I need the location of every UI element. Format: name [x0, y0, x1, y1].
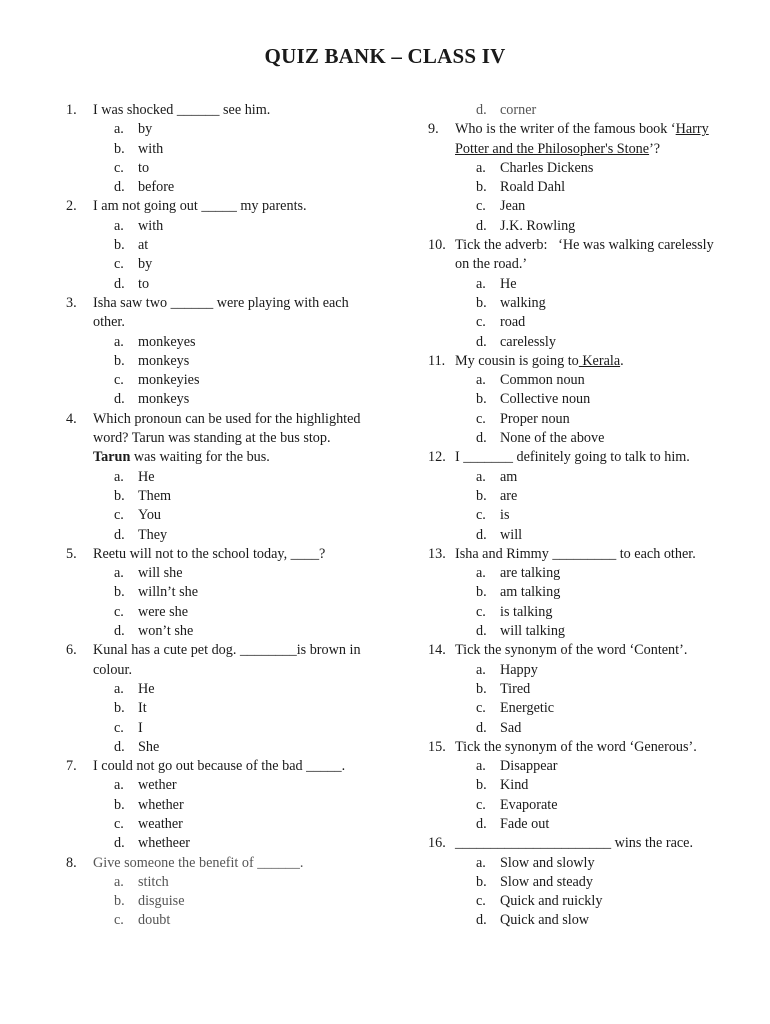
- option-text: Quick and ruickly: [500, 893, 603, 910]
- option: [66, 834, 366, 853]
- question-text-part: ’?: [649, 140, 661, 157]
- option-text: am talking: [500, 584, 561, 601]
- option-text: will talking: [500, 623, 566, 640]
- question-text: I am not going out _____ my parents.: [93, 198, 307, 215]
- option: [428, 776, 728, 795]
- option-letter: b.: [476, 294, 487, 311]
- question-text-part: .: [620, 352, 624, 369]
- option-text: J.K. Rowling: [500, 217, 576, 234]
- option: [428, 661, 728, 680]
- option-text: Happy: [500, 661, 538, 678]
- question-text: Tick the synonym of the word ‘Content’.: [455, 642, 688, 659]
- option: [428, 178, 728, 197]
- option-letter: a.: [476, 565, 486, 582]
- option-letter: d.: [476, 815, 487, 832]
- question-1: [66, 101, 366, 197]
- option-text: Kind: [500, 777, 529, 794]
- option-text: He: [138, 468, 155, 485]
- question-text-part: Which pronoun can be used for the highlighted word? Tarun was standing at the bus stop.: [93, 410, 361, 447]
- option-text: Common noun: [500, 372, 585, 389]
- option-text: am: [500, 468, 518, 485]
- option-letter: c.: [114, 815, 124, 832]
- option-text: walking: [500, 294, 546, 311]
- question-number: 12.: [428, 449, 446, 466]
- option: [428, 757, 728, 776]
- option-text: corner: [500, 102, 537, 118]
- option-letter: b.: [114, 237, 125, 254]
- option: [428, 796, 728, 815]
- option-letter: b.: [114, 796, 125, 813]
- option-text: with: [138, 140, 164, 157]
- option-letter: c.: [114, 719, 124, 736]
- option: [428, 487, 728, 506]
- option-letter: b.: [114, 700, 125, 717]
- option-letter: a.: [114, 121, 124, 138]
- question-16: [428, 834, 728, 930]
- option-text: weather: [138, 815, 183, 832]
- option-letter: b.: [114, 352, 125, 369]
- option: [66, 468, 366, 487]
- option-letter: d.: [114, 623, 125, 640]
- option-text: None of the above: [500, 430, 605, 447]
- option-letter: b.: [114, 140, 125, 157]
- option-text: Roald Dahl: [500, 179, 566, 196]
- option: [428, 217, 728, 236]
- option-text: You: [138, 507, 162, 524]
- option: [428, 506, 728, 525]
- question-number: 15.: [428, 738, 446, 755]
- question-8: [66, 854, 366, 931]
- question-number: 3.: [66, 294, 77, 311]
- option-letter: a.: [476, 372, 486, 389]
- question-6: [66, 641, 366, 757]
- option: [66, 178, 366, 197]
- option: [66, 738, 366, 757]
- option-letter: c.: [476, 198, 486, 215]
- option: [66, 719, 366, 738]
- option: [428, 313, 728, 332]
- option: [66, 217, 366, 236]
- option-letter: d.: [476, 719, 487, 736]
- option-text: by: [138, 121, 153, 138]
- option-letter: a.: [114, 333, 124, 350]
- option: [66, 140, 366, 159]
- option-letter: a.: [114, 680, 124, 697]
- option-text: doubt: [138, 912, 171, 929]
- option-letter: d.: [476, 102, 487, 118]
- option-letter: b.: [114, 584, 125, 601]
- question-text: Isha saw two ______ were playing with each other.: [93, 294, 349, 331]
- option-text: They: [138, 526, 168, 543]
- question-10: [428, 236, 728, 352]
- option-text: wether: [138, 777, 177, 794]
- option-letter: d.: [476, 912, 487, 929]
- option-text: won’t she: [138, 623, 194, 640]
- option-text: will: [500, 526, 523, 543]
- option: [428, 699, 728, 718]
- question-13: [428, 545, 728, 641]
- question-7: [66, 757, 366, 853]
- question-number: 5.: [66, 545, 77, 562]
- option-letter: b.: [476, 391, 487, 408]
- option-letter: d.: [476, 217, 487, 234]
- option-text: is: [500, 507, 510, 524]
- option-letter: a.: [476, 758, 486, 775]
- option-letter: b.: [476, 487, 487, 504]
- option: [66, 796, 366, 815]
- option-text: Charles Dickens: [500, 159, 594, 176]
- option-letter: c.: [476, 700, 486, 717]
- option-text: will she: [138, 565, 183, 582]
- option-text: Disappear: [500, 758, 558, 775]
- option-text: before: [138, 179, 175, 196]
- option-letter: c.: [476, 507, 486, 524]
- question-text: Tick the adverb: ‘He was walking carelessly on the road.’: [455, 237, 718, 273]
- option-text: Proper noun: [500, 410, 570, 427]
- question-number: 8.: [66, 854, 77, 871]
- question-number: 2.: [66, 198, 77, 215]
- option-letter: a.: [476, 661, 486, 678]
- option-letter: d.: [114, 835, 125, 852]
- option-text: stitch: [138, 873, 169, 890]
- option-letter: a.: [476, 159, 486, 176]
- option-letter: a.: [114, 873, 124, 890]
- option-text: She: [138, 738, 160, 755]
- question-12: [428, 448, 728, 544]
- question-text: I could not go out because of the bad _____.: [93, 758, 346, 775]
- question-3: [66, 294, 366, 410]
- question-text-part: was waiting for the bus.: [130, 449, 270, 466]
- option: [428, 583, 728, 602]
- question-5: [66, 545, 366, 641]
- question-number: 9.: [428, 121, 439, 138]
- option: [428, 603, 728, 622]
- question-text: Give someone the benefit of ______.: [93, 854, 304, 871]
- option-text: Sad: [500, 719, 522, 736]
- question-number: 4.: [66, 410, 77, 427]
- question-8-continued: [428, 101, 728, 120]
- question-text: I was shocked ______ see him.: [93, 102, 271, 118]
- question-text: Isha and Rimmy _________ to each other.: [455, 545, 696, 562]
- option: [66, 892, 366, 911]
- option: [66, 390, 366, 409]
- option-text: to: [138, 275, 150, 292]
- option-letter: b.: [114, 893, 125, 910]
- option-letter: a.: [476, 275, 486, 292]
- option-letter: d.: [476, 430, 487, 447]
- option-letter: c.: [476, 410, 486, 427]
- option-text: Collective noun: [500, 391, 591, 408]
- option-letter: d.: [114, 179, 125, 196]
- option: [428, 680, 728, 699]
- option-letter: b.: [476, 179, 487, 196]
- option-letter: d.: [114, 275, 125, 292]
- option-letter: c.: [114, 507, 124, 524]
- option-letter: c.: [114, 159, 124, 176]
- question-number: 14.: [428, 642, 446, 659]
- option-letter: b.: [476, 873, 487, 890]
- highlighted-word: Tarun: [93, 449, 131, 466]
- question-9: [428, 120, 728, 236]
- option-letter: c.: [476, 796, 486, 813]
- option-letter: a.: [114, 468, 124, 485]
- option-text: with: [138, 217, 164, 234]
- question-text: I _______ definitely going to talk to him.: [455, 449, 690, 466]
- option: [66, 815, 366, 834]
- option: [428, 197, 728, 216]
- option-letter: c.: [476, 314, 486, 331]
- option-text: He: [500, 275, 517, 292]
- option: [66, 526, 366, 545]
- option: [428, 468, 728, 487]
- question-number: 1.: [66, 102, 77, 118]
- option-letter: a.: [114, 565, 124, 582]
- option: [66, 333, 366, 352]
- option-letter: c.: [114, 372, 124, 389]
- option-text: Energetic: [500, 700, 555, 717]
- option: [428, 622, 728, 641]
- option-letter: a.: [114, 217, 124, 234]
- page-title: QUIZ BANK – CLASS IV: [264, 44, 506, 68]
- option: [428, 429, 728, 448]
- option: [428, 873, 728, 892]
- option-text: road: [500, 314, 526, 331]
- question-15: [428, 738, 728, 834]
- option-letter: a.: [476, 468, 486, 485]
- option: [66, 603, 366, 622]
- option-text: He: [138, 680, 155, 697]
- option-text: monkeys: [138, 391, 190, 408]
- option-text: monkeys: [138, 352, 190, 369]
- option-text: are talking: [500, 565, 561, 582]
- option-text: at: [138, 237, 149, 254]
- option: [66, 622, 366, 641]
- option-text: are: [500, 487, 518, 504]
- option: [66, 352, 366, 371]
- option-text: is talking: [500, 603, 553, 620]
- option-letter: b.: [476, 680, 487, 697]
- option-letter: d.: [476, 526, 487, 543]
- option: [66, 120, 366, 139]
- option-letter: a.: [476, 854, 486, 871]
- option: [428, 371, 728, 390]
- option-letter: d.: [476, 333, 487, 350]
- option-letter: c.: [114, 603, 124, 620]
- option-text: by: [138, 256, 153, 273]
- right-column: [428, 101, 728, 931]
- question-number: 7.: [66, 758, 77, 775]
- option-text: whether: [138, 796, 184, 813]
- question-text: ______________________ wins the race.: [455, 835, 694, 852]
- option-text: monkeyes: [138, 333, 196, 350]
- option: [428, 854, 728, 873]
- option-letter: b.: [114, 487, 125, 504]
- option-text: willn’t she: [138, 584, 199, 601]
- option: [66, 680, 366, 699]
- option-text: Tired: [500, 680, 531, 697]
- option: [428, 333, 728, 352]
- option: [66, 487, 366, 506]
- option-text: Evaporate: [500, 796, 558, 813]
- option: [66, 564, 366, 583]
- option: [66, 159, 366, 178]
- option: [428, 159, 728, 178]
- option: [66, 873, 366, 892]
- option-letter: c.: [476, 603, 486, 620]
- option-letter: b.: [476, 777, 487, 794]
- question-14: [428, 641, 728, 737]
- kerala-link[interactable]: Kerala: [578, 352, 621, 369]
- question-text: Kunal has a cute pet dog. ________is brown in colour.: [93, 642, 361, 678]
- option: [428, 101, 728, 120]
- question-text: [455, 352, 728, 371]
- question-text: [93, 410, 366, 468]
- book-title-link[interactable]: Harry Potter and the Philosopher's Stone: [455, 121, 709, 157]
- option: [66, 506, 366, 525]
- option-text: Slow and slowly: [500, 854, 595, 871]
- option-letter: c.: [114, 912, 124, 929]
- option: [66, 236, 366, 255]
- option-text: It: [138, 700, 147, 717]
- option-text: carelessly: [500, 333, 556, 350]
- question-number: 11.: [428, 352, 446, 369]
- option-letter: d.: [114, 738, 125, 755]
- question-number: 13.: [428, 545, 446, 562]
- question-text: Reetu will not to the school today, ____?: [93, 545, 326, 562]
- question-text-part: My cousin is going to: [455, 352, 579, 369]
- option-text: were she: [138, 603, 189, 620]
- option: [66, 583, 366, 602]
- question-2: [66, 197, 366, 293]
- option-text: Fade out: [500, 815, 550, 832]
- option-letter: d.: [476, 623, 487, 640]
- question-number: 10.: [428, 237, 446, 254]
- question-number: 6.: [66, 642, 77, 659]
- option-text: whetheer: [138, 835, 190, 852]
- question-4: [66, 410, 366, 545]
- option-letter: a.: [114, 777, 124, 794]
- option: [428, 815, 728, 834]
- option-letter: d.: [114, 391, 125, 408]
- left-column: [66, 101, 366, 931]
- option: [66, 776, 366, 795]
- option: [66, 275, 366, 294]
- option-letter: d.: [114, 526, 125, 543]
- option: [428, 564, 728, 583]
- option-letter: b.: [476, 584, 487, 601]
- option-text: Them: [138, 487, 172, 504]
- question-number: 16.: [428, 835, 446, 852]
- question-text: Tick the synonym of the word ‘Generous’.: [455, 738, 697, 755]
- option-letter: c.: [114, 256, 124, 273]
- option: [428, 390, 728, 409]
- option-text: monkeyies: [138, 372, 200, 389]
- option-text: to: [138, 159, 150, 176]
- option-text: Jean: [500, 198, 526, 215]
- option-text: Quick and slow: [500, 912, 590, 929]
- option: [66, 371, 366, 390]
- option: [428, 526, 728, 545]
- option-letter: c.: [476, 893, 486, 910]
- option-text: Slow and steady: [500, 873, 593, 890]
- option-text: disguise: [138, 893, 185, 910]
- option: [428, 294, 728, 313]
- option: [428, 275, 728, 294]
- question-text: [455, 120, 728, 159]
- question-text-part: Who is the writer of the famous book ‘: [455, 121, 676, 138]
- option: [428, 911, 728, 930]
- question-11: [428, 352, 728, 448]
- option: [428, 410, 728, 429]
- option: [428, 719, 728, 738]
- option: [66, 911, 366, 930]
- option-text: I: [138, 719, 143, 736]
- option: [428, 892, 728, 911]
- option: [66, 255, 366, 274]
- option: [66, 699, 366, 718]
